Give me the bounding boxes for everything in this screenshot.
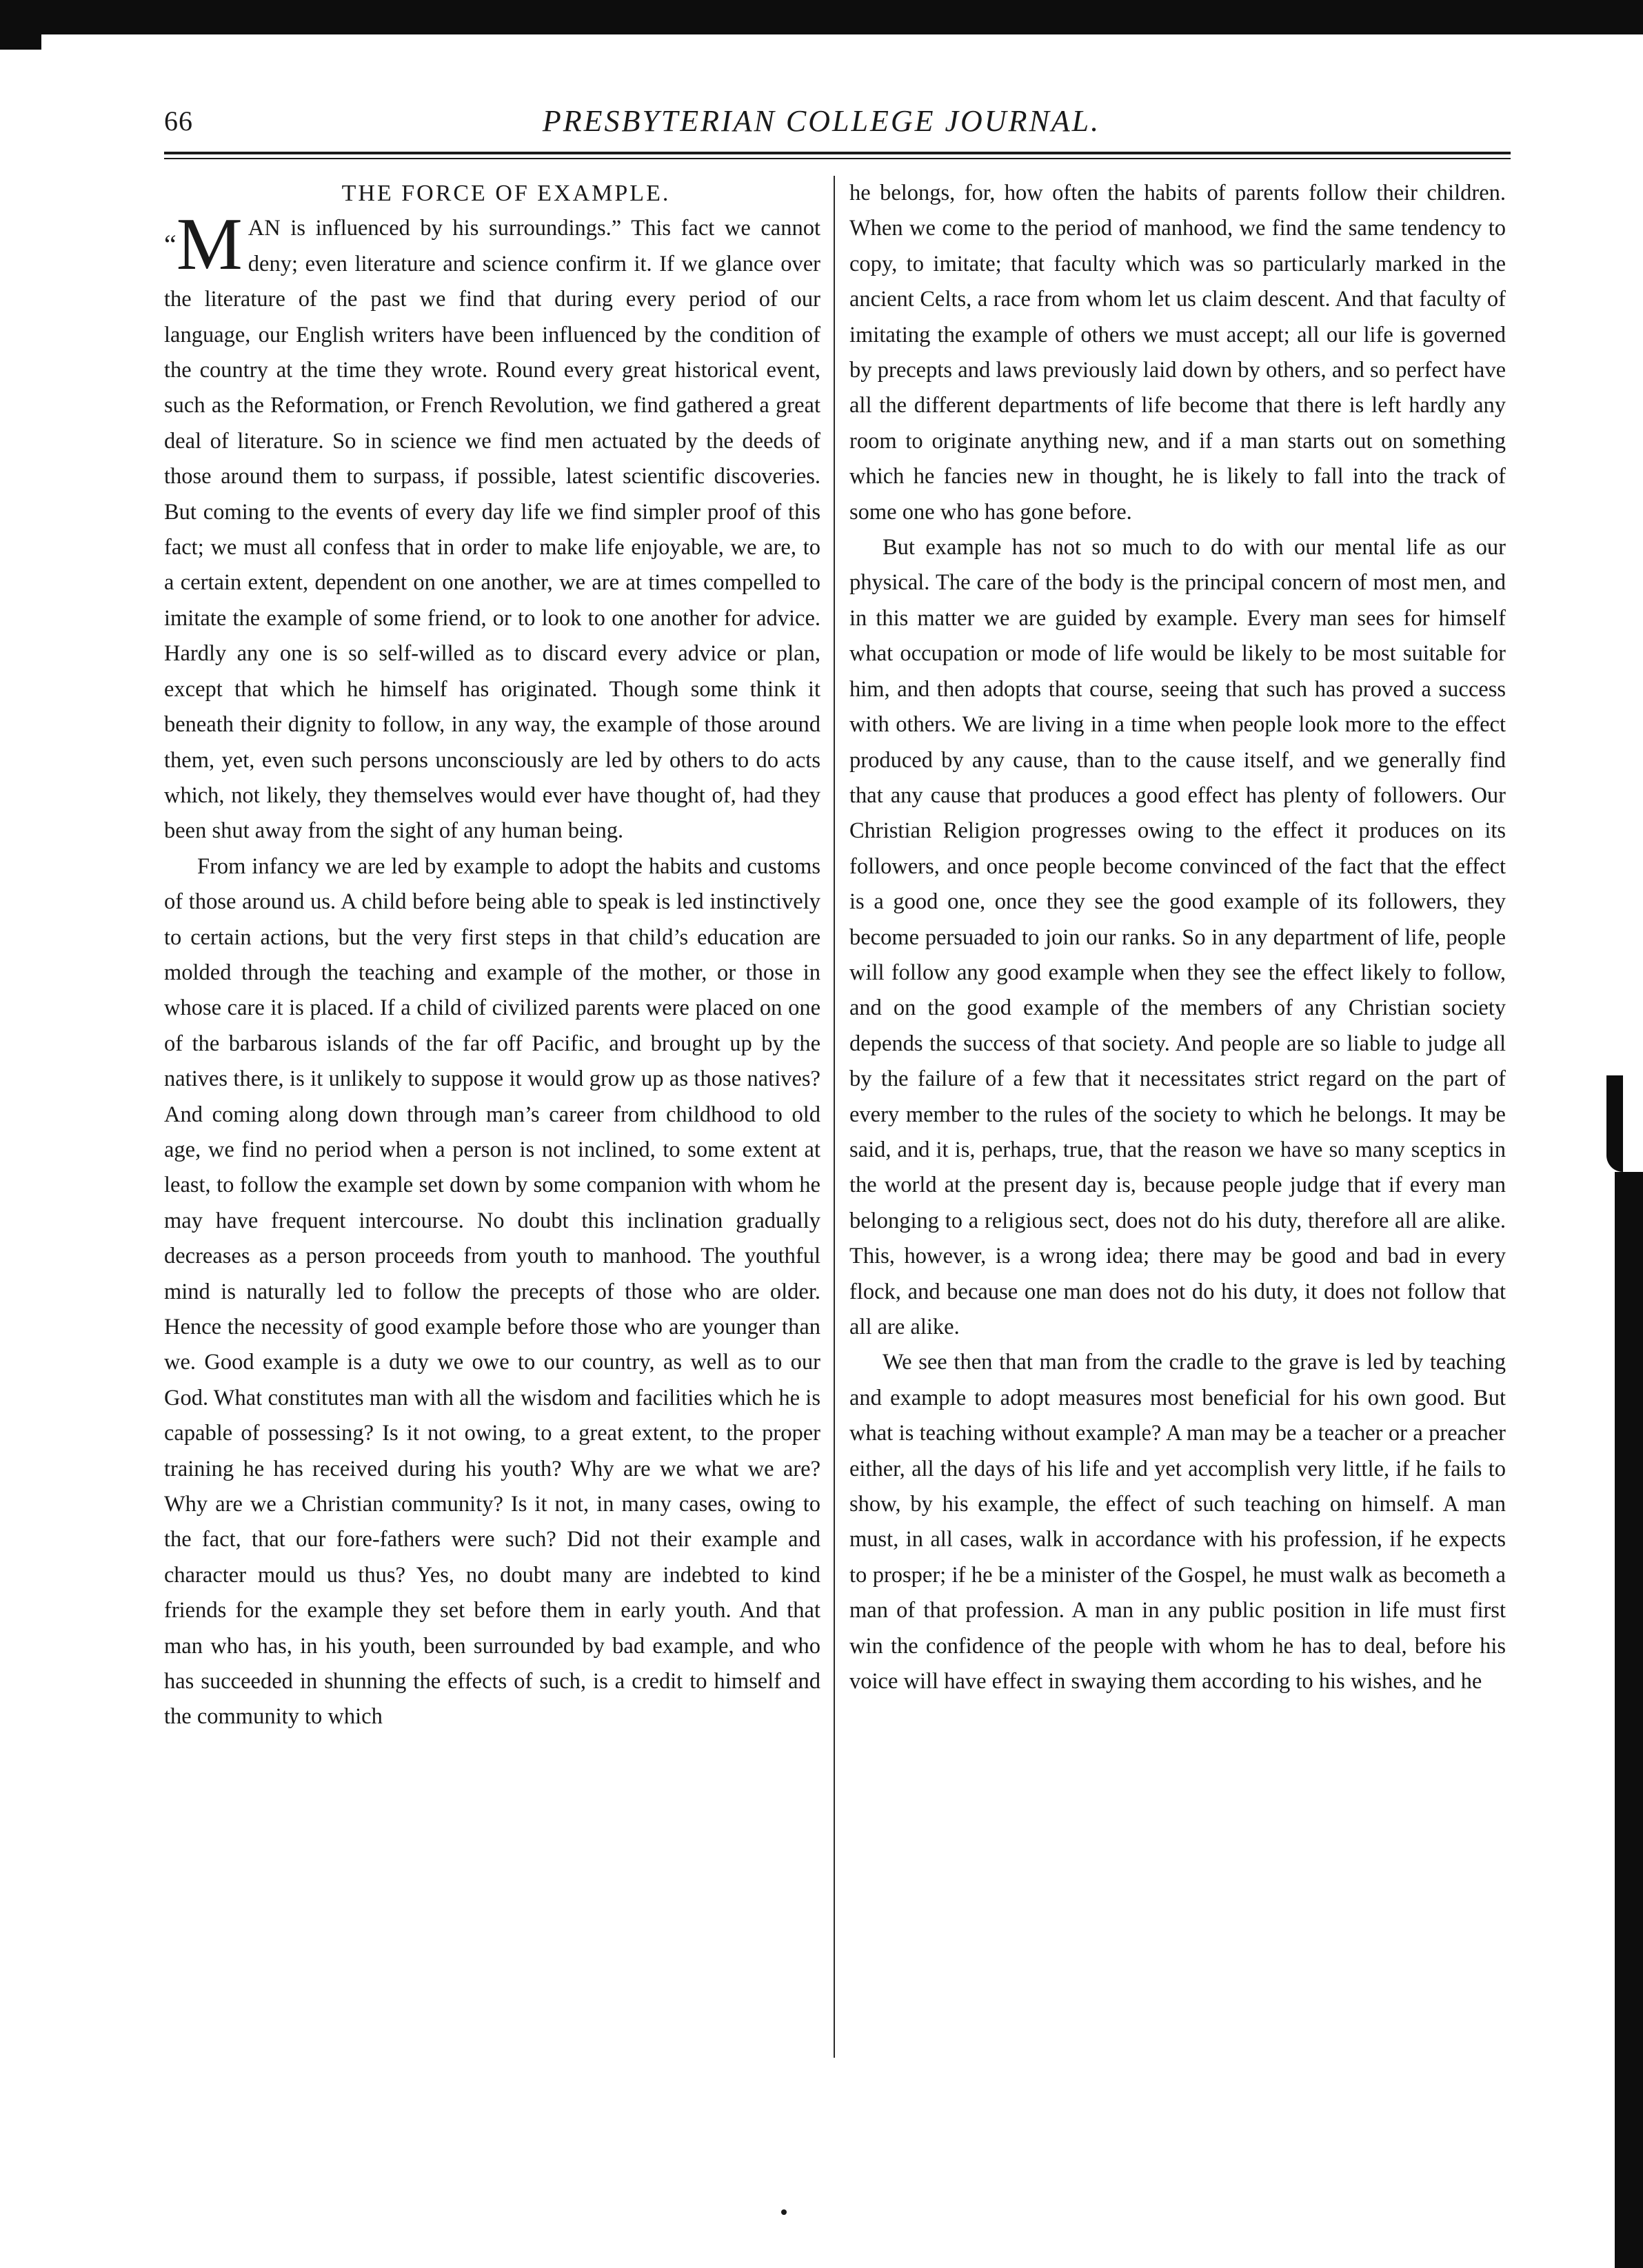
page-number: 66 xyxy=(164,105,193,136)
scan-border-notch xyxy=(1606,1075,1623,1172)
paragraph-1 xyxy=(164,203,820,849)
paragraph-3: But example has not so much to do with our mental life as our physical. The care of the body is the principal concern of most men, and in this matter we are guided by example. Every man sees for himself what occupation or mode of life would be likely to be most suitable for him, and then adopts that course, seeing that such has proved a success with others. We are living in a time when people look more to the effect produced by any cause, than to the cause itself, and we generally find that any cause that produces a good effect has plenty of followers. Our Christian Religion progresses owing to the effect it produces on its followers, and once people become convinced of the fact that the effect is a good one, once they see the good example of its followers, they become persuaded to join our ranks. So in any department of life, people will follow any good example when they see the effect likely to follow, and on the good example of the members of any Christian society depends the success of that society. And people are so liable to judge all by the failure of a few that it necessitates strict regard on the part of every member to the rules of the society to which he belongs. It may be said, and it is, perhaps, true, that the reason we have so many sceptics in the world at the present day is, because people judge that if every man belonging to a religious sect, does not do his duty, therefore all are alike. This, however, is a wrong idea; there may be good and bad in every flock, and because one man does not do his duty, it does not follow that all are alike. xyxy=(849,535,1506,1339)
paragraph-2: From infancy we are led by example to adopt the habits and customs of those around us. A child before being able to speak is led instinctively to certain actions, but the very first steps in that child’s education are molded through the teaching and example of the mother, or those in whose care it is placed. If a child of civilized parents were placed on one of the barbarous islands of the far off Pacific, and brought up by the natives there, is it unlikely to suppose it would grow up as those natives? And coming along down through man’s career from childhood to old age, we find no period when a person is not inclined, to some extent at least, to follow the example set down by some companion with whom he may have frequent intercourse. No doubt this inclination gradually decreases as a person proceeds from youth to manhood. The youthful mind is naturally led to follow the precepts of those who are older. Hence the necessity of good example before those who are younger than we. Good example is a duty we owe to our country, as well as to our God. What constitutes man with all the wisdom and facilities which he is capable of possessing? Is it not owing, to a great extent, to the proper training he has received during his youth? Why are we what we are? Why are we a Christian community? Is it not, in many cases, owing to the fact, that our fore-fathers were such? Did not their example and character mould us thus? Yes, no doubt many are indebted to kind friends for the example they set before them in early youth. And that man who has, in his youth, been surrounded by bad example, and who has succeeded in shunning the effects of such, is a credit to himself and the community to which xyxy=(164,853,820,1730)
column-divider xyxy=(834,176,835,2058)
scan-border-right xyxy=(1615,1172,1643,2268)
paragraph-2-continued: he belongs, for, how often the habits of parents follow their children. When we come to the period of manhood, we find the same tendency to copy, to imitate; that faculty which was so particularly marked in the ancient Celts, a race from whom let us claim descent. And that faculty of imitating the example of others we must accept; all our life is governed by precepts and laws previously laid down by others, and so perfect have all the different departments of life become that there is left hardly any room to originate anything new, and if a man starts out on something which he fancies new in thought, he is likely to fall into the track of some one who has gone before. xyxy=(849,181,1506,525)
header-rule-thick xyxy=(164,152,1511,154)
drop-cap-letter: M xyxy=(176,203,243,286)
scan-border-top xyxy=(0,0,1643,34)
article-title: THE FORCE OF EXAMPLE. xyxy=(341,181,671,206)
paragraph-4: We see then that man from the cradle to the grave is led by teaching and example to adopt measures most beneficial for his own good. But what is teaching without example? A man may be a teacher or a preacher either, all the days of his life and yet accomplish very little, if he fails to show, by his example, the effect of such teaching on himself. A man must, in all cases, walk in accordance with his profession, if he expects to prosper; if he be a minister of the Gospel, he must walk as becometh a man of that profession. A man in any public position in life must first win the confidence of the people with whom he has to deal, before his voice will have effect in swaying them according to his wishes, and he xyxy=(849,1350,1506,1694)
opening-quote: “ xyxy=(164,229,177,261)
drop-cap xyxy=(164,203,243,286)
right-column xyxy=(849,176,1506,1699)
running-head: PRESBYTERIAN COLLEGE JOURNAL. xyxy=(542,104,1101,138)
header-rule-thin xyxy=(164,158,1511,159)
print-speck xyxy=(781,2209,787,2215)
paragraph-1-text: AN is influenced by his surroundings.” This fact we cannot deny; even literature and science confirm it. If we glance over the literature of the past we find that during every period of our language, our English writers have been influenced by the condition of the country at the time they wrote. Round every great historical event, such as the Reformation, or French Revolution, we find gathered a great deal of literature. So in science we find men actuated by the deeds of those around them to surpass, if possible, latest scientific discoveries. But coming to the events of every day life we find simpler proof of this fact; we must all confess that in order to make life enjoyable, we are, to a certain extent, dependent on one another, we are at times compelled to imitate the example of some friend, or to look to one another for advice. Hardly any one is so self-willed as to discard every advice or plan, except that which he himself has originated. Though some think it beneath their dignity to follow, in any way, the example of those around them, yet, even such persons unconsciously are led by others to do acts which, not likely, they themselves would ever have thought of, had they been shut away from the sight of any human being. xyxy=(164,216,820,844)
scan-border-corner xyxy=(0,34,41,50)
left-column xyxy=(164,176,820,1735)
